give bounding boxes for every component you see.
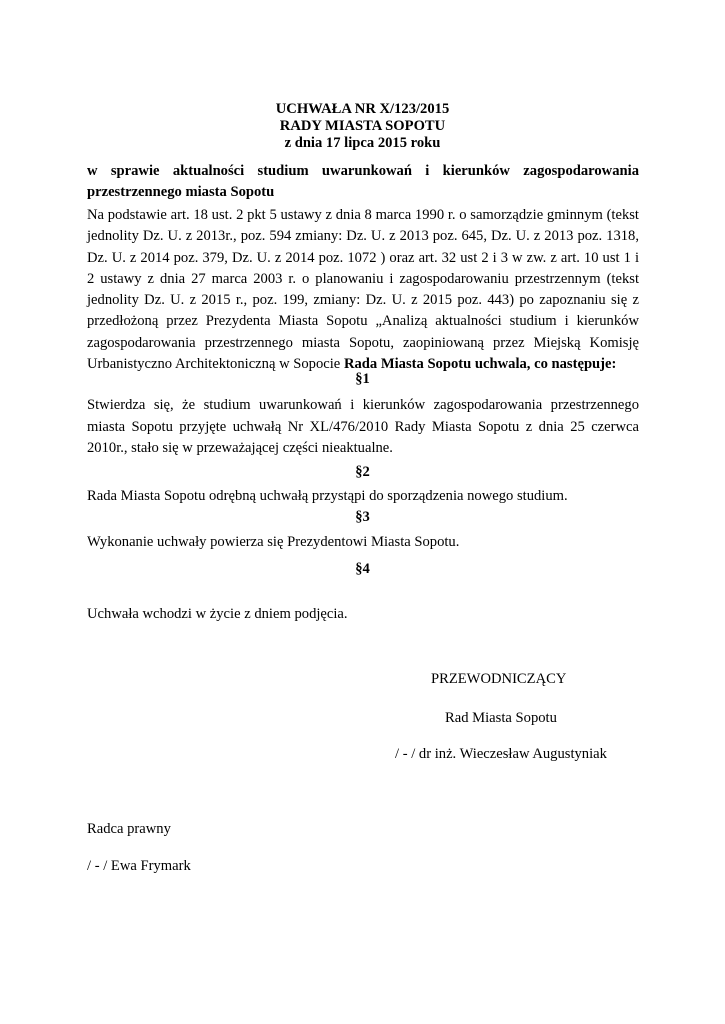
council-name: RADY MIASTA SOPOTU: [279, 118, 446, 134]
preamble: [87, 205, 639, 375]
signature-body: Rad Miasta Sopotu: [445, 710, 557, 726]
section-text-2: Rada Miasta Sopotu odrębną uchwałą przystąpi do sporządzenia nowego studium.: [87, 488, 568, 504]
section-mark-4: §4: [355, 561, 370, 577]
section-text-4: Uchwała wchodzi w życie z dniem podjęcia.: [87, 606, 348, 622]
resolution-subject: w sprawie aktualności studium uwarunkowań i kierunków zagospodarowania przestrzennego miasta Sopotu: [87, 163, 639, 200]
legal-advisor-name: / - / Ewa Frymark: [87, 858, 191, 874]
signature-title: PRZEWODNICZĄCY: [431, 671, 567, 687]
section-mark-1: §1: [355, 371, 370, 387]
preamble-text: Na podstawie art. 18 ust. 2 pkt 5 ustawy z dnia 8 marca 1990 r. o samorządzie gminnym (tekst jednolity Dz. U. z 2013r., poz. 594 zmiany: Dz. U. z 2013 poz. 645, Dz. U. z 2013 poz. 1318, Dz. U. z 2014 poz. 379, Dz. U. z 2014 poz. 1072 ) oraz art. 32 ust 2 i 3 w zw. z art. 10 ust 1 i 2 ustawy z dnia 27 marca 2003 r. o planowaniu i zagospodarowaniu przestrzennym (tekst jednolity Dz. U. z 2015 r., poz. 199, zmiany: Dz. U. z 2015 poz. 443) po zapoznaniu się z przedłożoną przez Prezydenta Miasta Sopotu „Analizą aktualności studium i kierunków zagospodarowania przestrzennego miasta Sopotu, zaopiniowaną przez Miejską Komisję Urbanistyczno Architektoniczną w Sopocie: [87, 207, 639, 373]
section-mark-2: §2: [355, 464, 370, 480]
signature-name: / - / dr inż. Wieczesław Augustyniak: [395, 746, 607, 762]
preamble-bold-tail: Rada Miasta Sopotu uchwala, co następuje:: [343, 356, 617, 373]
legal-advisor-title: Radca prawny: [87, 821, 171, 837]
section-text-3: Wykonanie uchwały powierza się Prezydentowi Miasta Sopotu.: [87, 534, 460, 550]
resolution-header: [0, 101, 725, 152]
section-mark-3: §3: [355, 509, 370, 525]
resolution-date: z dnia 17 lipca 2015 roku: [284, 135, 441, 151]
section-text-1: Stwierdza się, że studium uwarunkowań i kierunków zagospodarowania przestrzennego miasta Sopotu przyjęte uchwałą Nr XL/476/2010 Rady Miasta Sopotu z dnia 25 czerwca 2010r., stało się w przeważającej części nieaktualne.: [87, 397, 639, 456]
resolution-number: UCHWAŁA NR X/123/2015: [275, 101, 450, 117]
